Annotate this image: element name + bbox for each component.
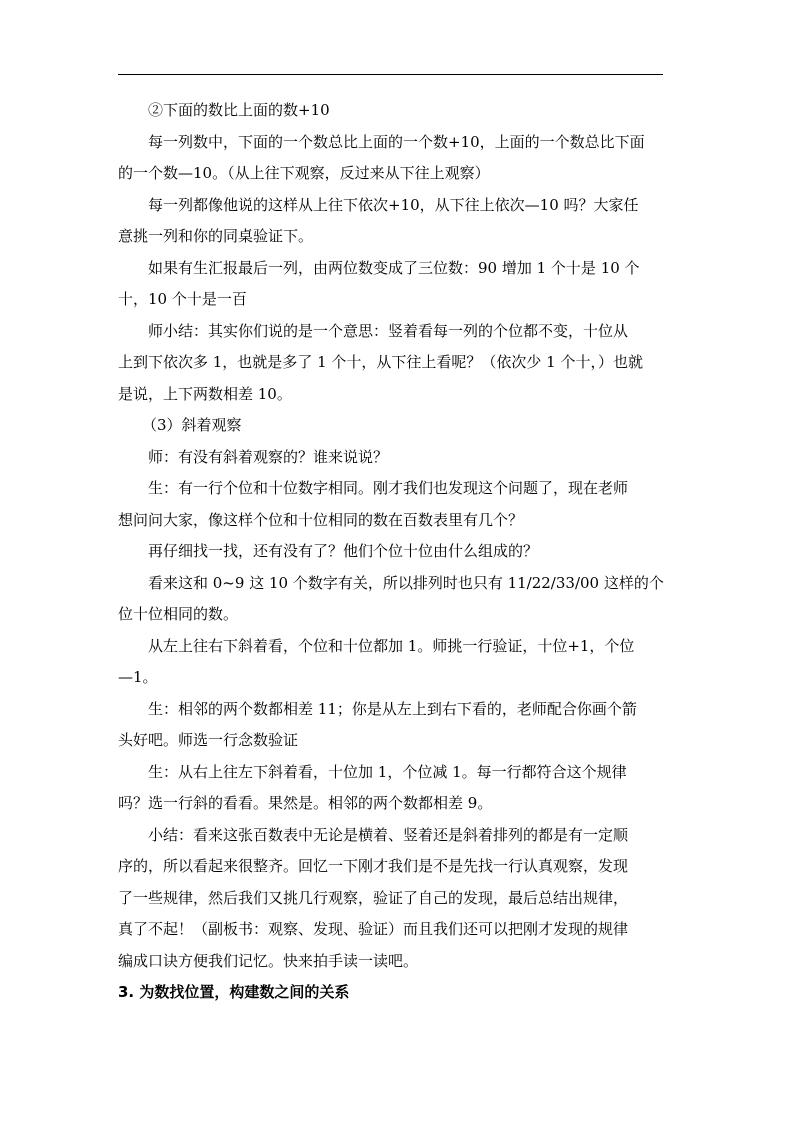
paragraph-line: 真了不起！（副板书：观察、发现、验证）而且我们还可以把刚才发现的规律 [118, 920, 629, 938]
paragraph-line: 编成口诀方便我们记忆。快来拍手读一读吧。 [118, 952, 419, 970]
paragraph-line: 位十位相同的数。 [118, 605, 239, 623]
paragraph-line: 从左上往右下斜着看，个位和十位都加 1。师挑一行验证，十位+1，个位 [148, 637, 635, 655]
paragraph-line: 吗？选一行斜的看看。果然是。相邻的两个数都相差 9。 [118, 794, 493, 812]
paragraph-line: 生：从右上往左下斜着看，十位加 1，个位减 1。每一行都符合这个规律 [148, 763, 627, 781]
paragraph-line: 看来这和 0~9 这 10 个数字有关，所以排列时也只有 11/22/33/00 这样的个 [148, 574, 664, 592]
paragraph-line: 想问问大家，像这样个位和十位相同的数在百数表里有几个？ [118, 511, 524, 529]
section-heading: 3. 为数找位置，构建数之间的关系 [118, 983, 350, 1001]
paragraph-line: 了一些规律，然后我们又挑几行观察，验证了自己的发现，最后总结出规律， [118, 889, 629, 907]
header-rule [118, 74, 663, 75]
paragraph-line: 小结：看来这张百数表中无论是横着、竖着还是斜着排列的都是有一定顺 [148, 826, 629, 844]
paragraph-line: 如果有生汇报最后一列，由两位数变成了三位数：90 增加 1 个十是 10 个 [148, 259, 640, 277]
paragraph-line: 生：有一行个位和十位数字相同。刚才我们也发现这个问题了，现在老师 [148, 479, 629, 497]
paragraph-line: 每一列数中，下面的一个数总比上面的一个数+10，上面的一个数总比下面 [148, 133, 645, 151]
paragraph-line: 的一个数—10。（从上往下观察，反过来从下往上观察） [118, 164, 490, 182]
paragraph-line: 生：相邻的两个数都相差 11；你是从左上到右下看的，老师配合你画个箭 [148, 700, 637, 718]
paragraph-line: —1。 [118, 668, 158, 686]
paragraph-line: 再仔细找一找，还有没有了？他们个位十位由什么组成的？ [148, 542, 539, 560]
paragraph-line: 上到下依次多 1，也就是多了 1 个十，从下往上看呢？（依次少 1 个十，）也就 [118, 353, 643, 371]
paragraph-line: 师：有没有斜着观察的？谁来说说？ [148, 448, 389, 466]
paragraph-line: 序的，所以看起来很整齐。回忆一下刚才我们是不是先找一行认真观察，发现 [118, 857, 629, 875]
paragraph-line: 意挑一列和你的同桌验证下。 [118, 227, 314, 245]
paragraph-line: ②下面的数比上面的数+10 [148, 101, 330, 119]
paragraph-line: 十，10 个十是一百 [118, 290, 247, 308]
paragraph-line: 每一列都像他说的这样从上往下依次+10，从下往上依次—10 吗？大家任 [148, 196, 639, 214]
paragraph-line: 头好吧。师选一行念数验证 [118, 731, 299, 749]
paragraph-line: 是说，上下两数相差 10。 [118, 385, 292, 403]
paragraph-line: 师小结：其实你们说的是一个意思：竖着看每一列的个位都不变，十位从 [148, 322, 629, 340]
subsection-label: （3）斜着观察 [142, 416, 242, 434]
